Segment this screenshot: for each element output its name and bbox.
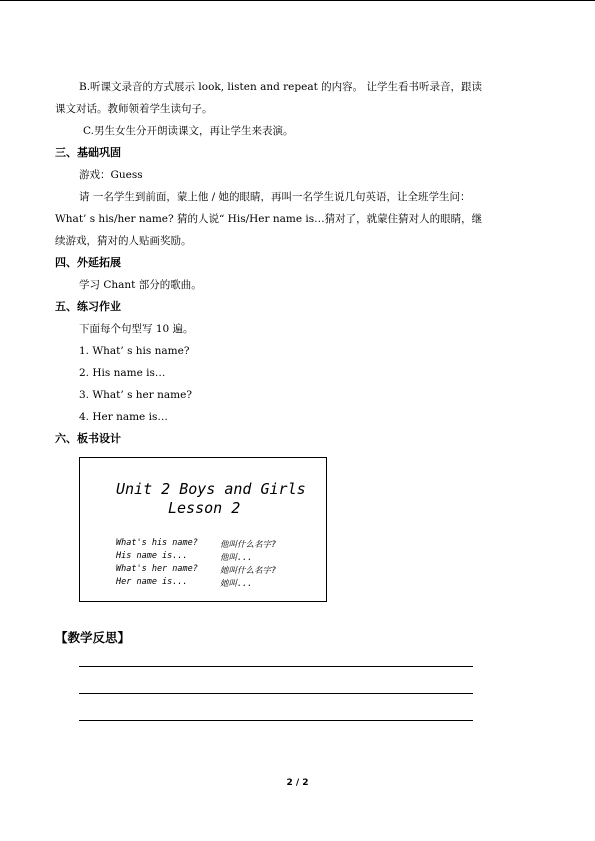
section3-heading: 三、基础巩固 bbox=[55, 146, 121, 159]
section3-line1: 请 一名学生到前面，蒙上他 / 她的眼睛，再叫一名学生说几句英语，让全班学生问： bbox=[79, 191, 471, 203]
paragraph-b-line1: B.听课文录音的方式展示 look, listen and repeat 的内容。 让学生看书听录音，跟读 bbox=[79, 81, 482, 93]
section4-heading: 四、外延拓展 bbox=[55, 256, 121, 269]
writing-line bbox=[79, 693, 473, 694]
section5-heading: 五、练习作业 bbox=[55, 300, 121, 313]
board-row-en: His name is... bbox=[116, 551, 188, 561]
section3-game: 游戏：Guess bbox=[79, 169, 143, 181]
writing-line bbox=[79, 666, 473, 667]
exercise-item: 4. Her name is… bbox=[79, 411, 168, 423]
board-row-zh: 她叫什么名字? bbox=[220, 566, 277, 576]
board-row-en: What's his name? bbox=[116, 538, 198, 548]
board-title: Unit 2 Boys and Girls bbox=[116, 480, 306, 498]
exercise-item: 3. What’ s her name? bbox=[79, 389, 192, 401]
exercise-item: 2. His name is… bbox=[79, 367, 166, 379]
section3-line2: What’ s his/her name? 猜的人说“ His/Her name is…猜对了，就蒙住猜对人的眼睛，继 bbox=[55, 213, 483, 225]
exercise-item: 1. What’ s his name? bbox=[79, 345, 190, 357]
board-row-zh: 他叫什么名字? bbox=[220, 540, 277, 550]
section5-intro: 下面每个句型写 10 遍。 bbox=[79, 323, 194, 335]
board-row-en: What's her name? bbox=[116, 564, 198, 574]
paragraph-b-line2: 课文对话。教师领着学生读句子。 bbox=[55, 103, 213, 115]
top-rule bbox=[0, 0, 595, 1]
writing-line bbox=[79, 720, 473, 721]
section3-line3: 续游戏，猜对的人贴画奖励。 bbox=[55, 235, 192, 247]
page-number: 2 / 2 bbox=[286, 778, 309, 788]
board-subtitle: Lesson 2 bbox=[168, 499, 241, 517]
board-row-zh: 他叫... bbox=[220, 553, 253, 563]
board-row-zh: 她叫... bbox=[220, 579, 253, 589]
reflection-heading: 【教学反思】 bbox=[55, 630, 131, 645]
blackboard-design-image bbox=[79, 457, 327, 602]
section6-heading: 六、板书设计 bbox=[55, 432, 121, 445]
paragraph-c: C.男生女生分开朗读课文，再让学生来表演。 bbox=[83, 125, 294, 137]
section4-line1: 学习 Chant 部分的歌曲。 bbox=[79, 279, 202, 291]
board-row-en: Her name is... bbox=[116, 577, 188, 587]
